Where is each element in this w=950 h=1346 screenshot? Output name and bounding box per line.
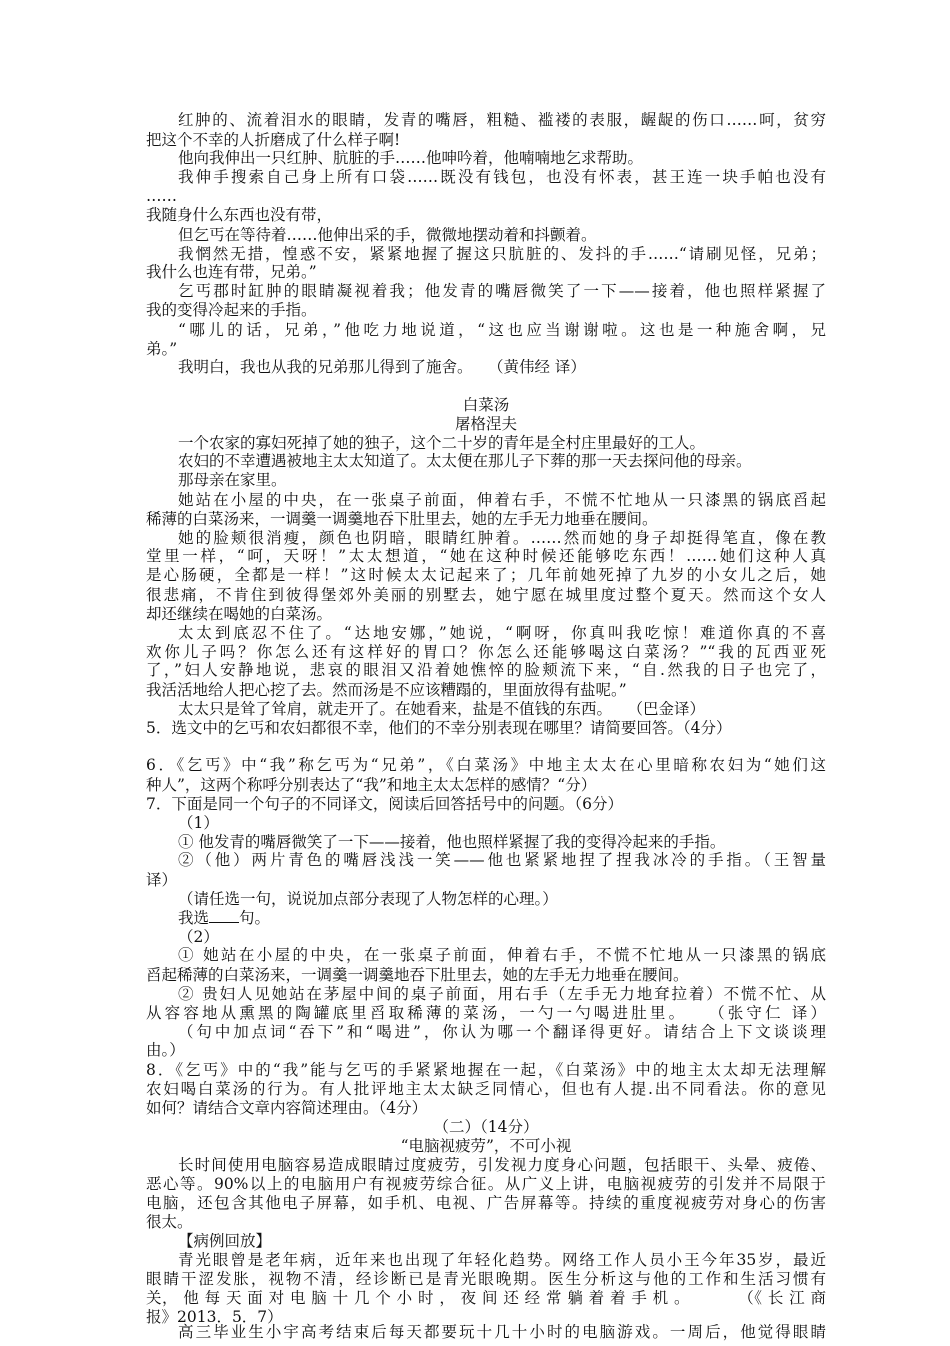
text-line: 舀起稀薄的白菜汤来，一调羹一调羹地吞下肚里去，她的左手无力地垂在腰间。 [146,966,689,985]
text-line: ① 他发青的嘴唇微笑了一下——接着，他也照样紧握了我的变得冷起来的手指。 [178,832,726,851]
text-line: 我活活地给人把心挖了去。然而汤是不应该糟蹋的，里面放得有盐呢。” [146,681,627,700]
text-line: 红肿的、流着泪水的眼睛，发青的嘴唇，粗糙、褴褛的表服，龌龊的伤口……呵，贫穷 [178,110,826,129]
text-line: 种人”，这两个称呼分别表达了“我”和地主太太怎样的感情？“分） [146,776,597,795]
text-line: “哪儿的话，兄弟，”他吃力地说道，“这也应当谢谢啦。这也是一种施舍啊，兄 [178,320,826,339]
text-line: 是心肠硬，全都是一样！”这时候太太记起来了；几年前她死掉了九岁的小女儿之后，她 [146,566,826,585]
text-line: 我明白，我也从我的兄弟那儿得到了施舍。 （黄伟经 译） [178,358,586,377]
text-line: 却还继续在喝她的白菜汤。 [146,604,333,623]
text-line: 一个农家的寡妇死掉了她的独子，这个二十岁的青年是全村庄里最好的工人。 [178,433,706,452]
answer-suffix: 句。 [239,908,271,927]
text-line: 长时间使用电脑容易造成眼睛过度疲劳，引发视力度身心问题，包括眼干、头晕、疲倦、 [178,1156,826,1175]
text-line: 乞丐郡时缸肿的眼睛凝视着我；他发青的嘴唇微笑了一下——接着，他也照样紧握了 [178,282,826,301]
text-line: 太太到底忍不住了。“达地安娜，”她说，“啊呀，你真叫我吃惊！难道你真的不喜 [178,623,826,642]
text-line: 很悲痛，不肯住到彼得堡郊外美丽的别墅去，她宁愿在城里度过整个夏天。然而这个女人 [146,586,826,605]
text-line: （2） [178,927,219,946]
text-line: 报》2013．5．7） [146,1307,283,1326]
text-line: ② 贵妇人见她站在茅屋中间的桌子前面，用右手（左手无力地耷拉着）不慌不忙、从 [178,985,826,1004]
text-line: 弟。” [146,339,178,358]
text-line: 眼睛干涩发胀，视物不清，经诊断已是青光眼晚期。医生分析这与他的工作和生活习惯有 [146,1270,826,1289]
text-line: 了，”妇人安静地说，悲哀的眼泪又沿着她憔悴的脸颊流下来，“自.然我的日子也完了， [146,661,826,680]
text-line: ②（他）两片青色的嘴唇浅浅一笑——他也紧紧地捏了捏我冰冷的手指。（王智量 [178,851,826,870]
text-line: 我伸手搜索自己身上所有口袋……既没有钱包，也没有怀表，甚王连一块手帕也没有 [178,168,826,187]
text-line: 【病例回放】 [178,1231,272,1250]
text-line: 堂里一样，“呵，天呀！”太太想道，“她在这种时候还能够吃东西！……她们这种人真 [146,547,826,566]
answer-prefix: 我选 [178,908,210,927]
text-line: 关， 他 每 天 面 对 电 脑 十 几 个 小 时 ， 夜 间 还 经 常 躺 着 着 手 机 。 （《 长 江 商 [146,1288,826,1307]
text-line [178,908,826,928]
text-line: 把这个不幸的人折磨成了什么样子啊! [146,130,401,149]
text-line: 农妇的不幸遭遇被地主太太知道了。太太便在那儿子下葬的那一天去探问他的母亲。 [178,452,752,471]
text-line: 电脑，还包含其他电子屏幕，如手机、电视、广告屏幕等。持续的重度视疲劳对身心的伤害 [146,1193,826,1212]
text-line: 那母亲在家里。 [178,471,287,490]
text-line: 我随身什么东西也没有带， [146,205,333,224]
text-line: 但乞丐在等待着……他伸出采的手，微微地摆动着和抖颤着。 [178,225,597,244]
text-line: 白菜汤 [462,396,510,414]
text-line: 如何？请结合文章内容简述理由。（4分） [146,1098,428,1117]
answer-blank[interactable] [209,908,239,923]
text-line: 他向我伸出一只红肿、肮脏的手……他呻吟着，他喃喃地乞求帮助。 [178,149,644,168]
text-line: 我什么也连有带，兄弟。” [146,263,317,282]
text-line: 由。） [146,1041,185,1060]
text-line: 她站在小屋的中央，在一张桌子前面，伸着右手，不慌不忙地从一只漆黑的锅底舀起 [178,491,826,510]
text-line: 青光眼曾是老年病，近年来也出现了年轻化趋势。网络工作人员小王今年35岁，最近 [178,1251,826,1270]
text-line: “电脑视疲劳”，不可小视 [400,1136,572,1155]
text-line: 6．《乞丐》中“我”称乞丐为“兄弟”，《白菜汤》中地主太太在心里暗称农妇为“她们这 [146,756,826,775]
text-line: 她的脸颊很消瘦，颜色也阴暗，眼睛红肿着。……然而她的身子却挺得笔直，像在教 [178,528,826,547]
text-line: 我惘然无措，惶惑不安，紧紧地握了握这只肮脏的、发抖的手……“请刷见怪，兄弟； [178,244,826,263]
text-line: 屠格涅夫 [454,414,517,433]
text-line: 恶心等。90%以上的电脑用户有视疲劳综合征。从广义上讲，电脑视疲劳的引发并不局限于 [146,1175,826,1194]
text-line: 稀薄的白菜汤来，一调羹一调羹地吞下肚里去，她的左手无力地垂在腰间。 [146,509,658,528]
text-line: 5．选文中的乞丐和农妇都很不幸，他们的不幸分别表现在哪里？请简要回答。（4分） [146,718,732,737]
text-line: 高三毕业生小宇高考结束后每天都要玩十几十小时的电脑游戏。一周后，他觉得眼睛 [178,1323,826,1341]
text-line: （1） [178,813,219,832]
text-line: 7．下面是同一个句子的不同译文，阅读后回答括号中的问题。（6分） [146,794,623,813]
text-line: 很太。 [146,1212,193,1231]
text-line: （句中加点词“吞下”和“喝进”，你认为哪一个翻译得更好。请结合上下文谈谈理 [178,1022,826,1041]
text-line: …… [146,187,177,206]
text-line: 农妇喝白菜汤的行为。有人批评地主太太缺乏同情心，但也有人提.出不同看法。你的意见 [146,1080,826,1099]
text-line: 我的变得冷起来的手指。 [146,300,317,319]
text-line: 从容容地从熏黑的陶罐底里舀取稀薄的菜汤，一勺一勺喝进肚里。 （张守仁 译） [146,1003,826,1022]
text-line: 译） [146,871,178,890]
text-line: 8．《乞丐》中的“我”能与乞丐的手紧紧地握在一起，《白菜汤》中的地主太太却无法理解 [146,1061,826,1080]
text-line: 太太只是耸了耸肩，就走开了。在她看来，盐是不值钱的东西。 （巴金译） [178,699,706,718]
text-line: 欢你儿子吗？你怎么还有这样好的胃口？你怎么还能够喝这白菜汤？”“我的瓦西亚死 [146,642,826,661]
text-line: ① 她站在小屋的中央，在一张桌子前面，伸着右手，不慌不忙地从一只漆黑的锅底 [178,946,826,965]
text-line: （二）（14分） [433,1117,539,1136]
text-line: （请任选一句，说说加点部分表现了人物怎样的心理。） [178,890,558,908]
